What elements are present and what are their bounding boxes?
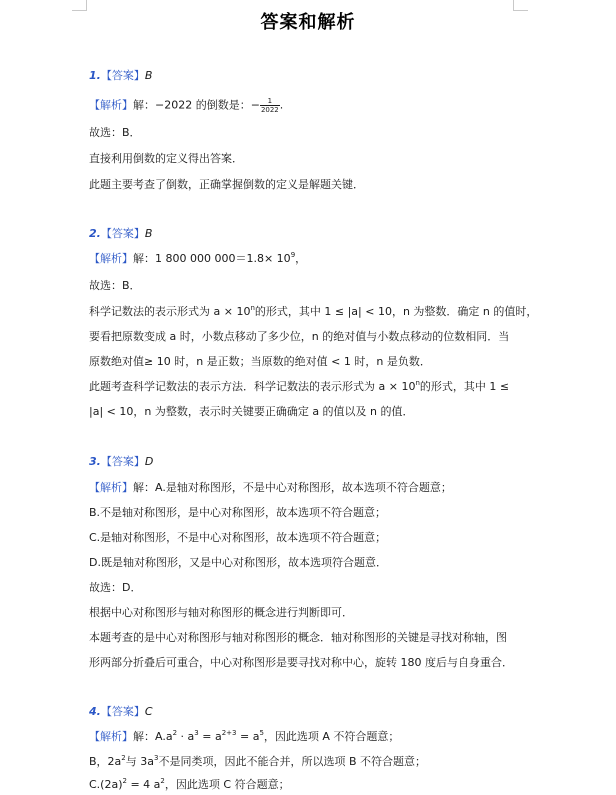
q4-a-text-2: · a xyxy=(177,730,195,743)
q3-summary-line-2: 形两部分折叠后可重合，中心对称图形是要寻找对称中心，旋转 180 度后与自身重合． xyxy=(89,656,513,669)
q1-answer-tag: 【答案】 xyxy=(100,69,145,82)
q3-summary-line-1: 本题考查的是中心对称图形与轴对称图形的概念．轴对称图形的关键是寻找对称轴，图 xyxy=(89,631,507,644)
q4-b-text-2: 与 3a xyxy=(125,755,155,768)
q2-summary-line-1 xyxy=(89,380,509,394)
q1-fraction-denominator: 2022 xyxy=(260,106,279,114)
q2-number: 2. xyxy=(89,227,101,240)
q4-option-a xyxy=(89,730,399,744)
q2-summary-1-exponent: n xyxy=(415,379,420,387)
q2-explain-line-2: 要看把原数变成 a 时，小数点移动了多少位，n 的绝对值与小数点移动的位数相同．当 xyxy=(89,330,510,343)
q4-c-text-3: ，因此选项 C 符合题意； xyxy=(164,778,290,791)
q1-analysis-line xyxy=(89,97,283,114)
q3-option-b: B.不是轴对称图形，是中心对称图形，故本选项不符合题意； xyxy=(89,506,387,519)
q4-c-exp-2: 2 xyxy=(160,777,165,785)
q2-analysis-line xyxy=(89,252,306,266)
q4-c-text-1: C.(2a) xyxy=(89,778,123,791)
q3-answer-tag: 【答案】 xyxy=(100,455,145,468)
q4-b-exp-1: 2 xyxy=(121,754,126,762)
q4-c-exp-1: 2 xyxy=(122,777,127,785)
q4-a-exp-4: 5 xyxy=(259,729,264,737)
q4-answer: C xyxy=(144,705,153,718)
q4-a-text-1: 解：A.a xyxy=(133,730,173,743)
q4-b-text-3: 不是同类项，因此不能合并，所以选项 B 不符合题意； xyxy=(158,755,427,768)
q4-a-text-5: ，因此选项 A 不符合题意； xyxy=(263,730,400,743)
q2-answer-line xyxy=(89,227,152,241)
q4-number: 4. xyxy=(89,705,101,718)
q1-number: 1. xyxy=(89,69,101,82)
q2-explain-1-exponent: n xyxy=(250,304,255,312)
q1-method: 直接利用倒数的定义得出答案． xyxy=(89,152,243,165)
q4-a-exp-1: 2 xyxy=(172,729,178,737)
q4-a-exp-2: 3 xyxy=(194,729,199,737)
q3-option-a: 解：A.是轴对称图形，不是中心对称图形，故本选项不符合题意； xyxy=(133,481,452,494)
q2-summary-line-2: |a| < 10，n 为整数，表示时关键要正确确定 a 的值以及 n 的值． xyxy=(89,405,414,418)
q1-analysis-text: 解：−2022 的倒数是：− xyxy=(133,98,260,112)
q1-fraction xyxy=(260,97,280,114)
q1-choice: 故选：B． xyxy=(89,126,141,139)
q4-c-text-2: = 4 a xyxy=(126,778,161,791)
q2-calc: 解：1 800 000 000＝1.8× 10 xyxy=(133,252,291,265)
q3-method: 根据中心对称图形与轴对称图形的概念进行判断即可． xyxy=(89,606,353,619)
q2-analysis-tag: 【解析】 xyxy=(89,252,133,265)
q2-calc-exponent: 9 xyxy=(290,251,296,259)
q1-answer-line xyxy=(89,69,152,83)
q2-explain-1a: 科学记数法的表示形式为 a × 10 xyxy=(89,305,251,318)
q2-answer-tag: 【答案】 xyxy=(100,227,145,240)
q2-calc-end: ， xyxy=(295,252,307,265)
q4-analysis-tag: 【解析】 xyxy=(89,730,133,743)
q2-choice: 故选：B． xyxy=(89,279,141,292)
q4-a-exp-3: 2+3 xyxy=(221,729,237,737)
q1-answer: B xyxy=(144,69,153,82)
q1-summary: 此题主要考查了倒数，正确掌握倒数的定义是解题关键． xyxy=(89,178,364,191)
q3-analysis-line-1 xyxy=(89,481,452,495)
q3-number: 3. xyxy=(89,455,101,468)
q2-explain-line-3: 原数绝对值≥ 10 时，n 是正数；当原数的绝对值 < 1 时，n 是负数． xyxy=(89,355,431,368)
q1-analysis-tag: 【解析】 xyxy=(89,98,133,112)
q4-option-c xyxy=(89,778,290,792)
q3-option-d: D.既是轴对称图形，又是中心对称图形，故本选项符合题意． xyxy=(89,556,387,569)
q1-analysis-end: . xyxy=(279,98,284,112)
q4-a-text-4: = a xyxy=(236,730,260,743)
q4-answer-tag: 【答案】 xyxy=(100,705,145,718)
q2-summary-1a: 此题考查科学记数法的表示方法．科学记数法的表示形式为 a × 10 xyxy=(89,380,416,393)
q2-explain-line-1 xyxy=(89,305,537,319)
q4-answer-line xyxy=(89,705,153,719)
q2-explain-1b: 的形式，其中 1 ≤ |a| < 10，n 为整数．确定 n 的值时， xyxy=(254,305,538,318)
q2-answer: B xyxy=(144,227,153,240)
q4-a-text-3: = a xyxy=(198,730,222,743)
q3-option-c: C.是轴对称图形，不是中心对称图形，故本选项不符合题意； xyxy=(89,531,387,544)
q3-answer: D xyxy=(144,455,154,468)
q4-option-b xyxy=(89,755,426,769)
q3-analysis-tag: 【解析】 xyxy=(89,481,133,494)
q2-summary-1b: 的形式，其中 1 ≤ xyxy=(419,380,510,393)
page-title: 答案和解析 xyxy=(260,12,356,33)
q4-b-text-1: B，2a xyxy=(89,755,122,768)
q1-fraction-numerator: 1 xyxy=(267,97,273,105)
q3-answer-line xyxy=(89,455,153,469)
q3-choice: 故选：D． xyxy=(89,581,142,594)
q4-b-exp-2: 3 xyxy=(154,754,159,762)
